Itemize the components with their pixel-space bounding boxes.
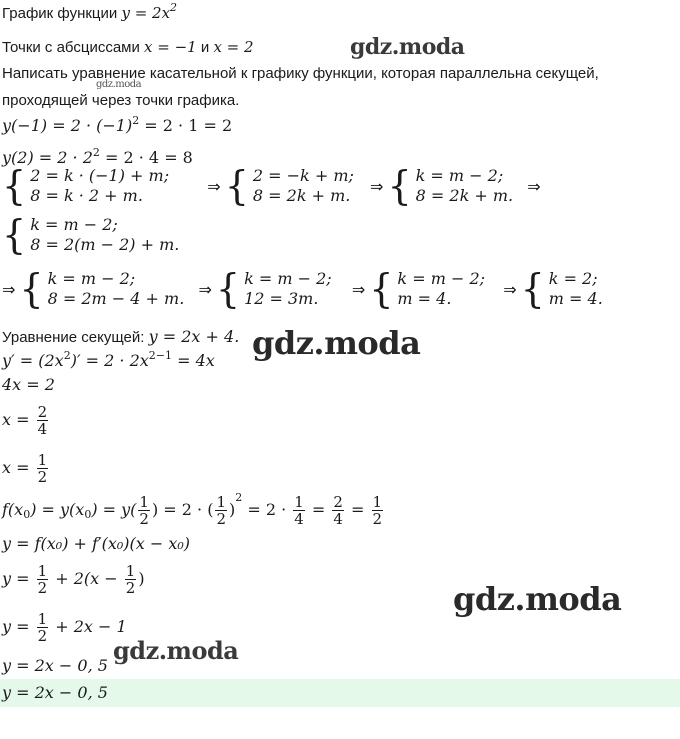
x1-value: x = −1 [144, 38, 197, 56]
denominator: 2 [37, 627, 48, 645]
step1-b: + 2(x − [50, 569, 123, 588]
watermark-logo: gdz.moda [453, 580, 622, 618]
watermark-logo: gdz.moda [113, 636, 239, 665]
y-m1-part-b: = 2 · 1 = 2 [139, 116, 233, 135]
x-equals: x = [2, 458, 35, 477]
numerator: 1 [294, 493, 304, 511]
system-6 [215, 265, 332, 313]
system-3-eq-2: 8 = 2k + m. [415, 186, 514, 205]
implies-arrow: ⇒ [207, 176, 221, 196]
y-m1-part-a: y(−1) = 2 · (−1) [2, 116, 133, 135]
fraction [138, 494, 150, 527]
system-4 [2, 211, 180, 259]
title-formula: y = 2x [121, 4, 171, 22]
system-2 [224, 162, 354, 210]
watermark-logo: gdz.moda [252, 324, 421, 362]
system-4-eq-2: 8 = 2(m − 2) + m. [30, 235, 180, 254]
fraction [215, 494, 227, 527]
fx0-b: ) = y(x [30, 500, 85, 519]
tangent-step-3: y = 2x − 0, 5 [2, 656, 108, 675]
watermark-logo-small: gdz.moda [96, 79, 142, 90]
deriv-part-a: y′ = (2x [2, 351, 64, 370]
denominator: 2 [37, 579, 48, 597]
y-m1-exp: 2 [132, 114, 140, 127]
systems-row-2 [2, 211, 180, 259]
system-1-eq-2: 8 = k · 2 + m. [30, 186, 143, 205]
fx0-c: ) = y( [91, 500, 137, 519]
system-5-eq-2: 8 = 2m − 4 + m. [47, 289, 185, 308]
y2-part-b: = 2 · 4 = 8 [99, 148, 193, 167]
system-8 [520, 265, 603, 313]
system-4-eq-1: k = m − 2; [30, 215, 118, 234]
fraction [37, 404, 49, 437]
secant-label: Уравнение секущей: [2, 329, 149, 346]
denominator: 2 [372, 510, 383, 528]
system-7 [369, 265, 486, 313]
function-title [2, 1, 178, 23]
denominator: 2 [37, 468, 48, 486]
brace: { [215, 265, 241, 313]
brace: { [2, 211, 27, 259]
implies-arrow: ⇒ [370, 176, 384, 196]
system-3-eq-1: k = m − 2; [415, 166, 504, 185]
brace: { [520, 265, 545, 313]
fraction [372, 494, 384, 527]
brace: { [19, 265, 44, 313]
brace: { [369, 265, 394, 313]
system-1-eq-1: 2 = k · (−1) + m; [30, 166, 170, 185]
implies-arrow: ⇒ [351, 279, 366, 299]
step1-a: y = [2, 569, 35, 588]
points-line [2, 38, 254, 57]
implies-arrow: ⇒ [2, 279, 16, 299]
system-6-eq-1: k = m − 2; [244, 269, 332, 288]
numerator: 2 [37, 403, 48, 421]
deriv-exp-1: 2 [63, 349, 71, 362]
deriv-part-c: = 4x [172, 351, 215, 370]
x2-value: x = 2 [213, 38, 254, 56]
fx0-d: ) = 2 · ( [151, 500, 214, 519]
tangent-step-1 [2, 563, 145, 596]
task-line-1: Написать уравнение касательной к графику функции, которая параллельна секущей, [2, 65, 599, 82]
tangent-general-formula: y = f(x₀) + f′(x₀)(x − x₀) [2, 534, 191, 553]
secant-formula: y = 2x + 4. [148, 327, 240, 346]
system-5 [19, 265, 185, 313]
x-fraction-2 [2, 452, 50, 485]
y2-exp: 2 [92, 146, 100, 159]
f-x0-line [2, 491, 385, 528]
numerator: 1 [37, 610, 48, 628]
implies-arrow: ⇒ [198, 279, 212, 299]
system-5-eq-1: k = m − 2; [47, 269, 136, 288]
fraction [37, 563, 49, 596]
system-2-eq-2: 8 = 2k + m. [252, 186, 351, 205]
fx0-e: ) [229, 500, 236, 519]
points-and: и [196, 39, 214, 56]
numerator: 1 [37, 451, 48, 469]
denominator: 2 [139, 510, 149, 528]
fx0-f: = 2 · [242, 500, 292, 519]
systems-row-3 [2, 265, 603, 313]
fx0-exp: 2 [235, 491, 243, 504]
system-7-eq-2: m = 4. [397, 289, 452, 308]
fraction [293, 494, 305, 527]
denominator: 2 [125, 579, 136, 597]
fraction [332, 494, 344, 527]
system-1 [2, 162, 170, 210]
implies-arrow: ⇒ [527, 176, 541, 196]
denominator: 2 [216, 510, 227, 528]
systems-row-1 [2, 162, 545, 210]
secant-equation [2, 327, 239, 347]
system-2-eq-1: 2 = −k + m; [252, 166, 354, 185]
deriv-part-b: )′ = 2 · 2x [70, 351, 149, 370]
derivative-line [2, 351, 215, 370]
step2-a: y = [2, 617, 35, 636]
title-exponent: 2 [170, 1, 178, 14]
denominator: 4 [294, 510, 304, 528]
equals: = [306, 500, 331, 519]
numerator: 1 [216, 493, 227, 511]
y2-part-a: y(2) = 2 · 2 [2, 148, 93, 167]
step2-b: + 2x − 1 [50, 617, 127, 636]
equation-4x: 4x = 2 [2, 375, 55, 394]
fraction [37, 452, 49, 485]
watermark-logo: gdz.moda [350, 34, 465, 60]
y-at-two [2, 148, 193, 167]
brace: { [2, 162, 27, 210]
fraction [125, 563, 137, 596]
numerator: 2 [333, 493, 343, 511]
sub-zero: 0 [23, 508, 31, 521]
implies-arrow: ⇒ [503, 279, 517, 299]
fraction [37, 611, 49, 644]
fx0-a: f(x [2, 500, 24, 519]
tangent-step-2 [2, 611, 127, 644]
system-8-eq-2: m = 4. [548, 289, 603, 308]
brace: { [387, 162, 412, 210]
step1-c: ) [138, 569, 145, 588]
y-at-minus-one [2, 116, 232, 135]
x-equals: x = [2, 410, 35, 429]
equals: = [345, 500, 370, 519]
sub-zero: 0 [84, 508, 92, 521]
numerator: 1 [139, 493, 149, 511]
points-prefix: Точки с абсциссами [2, 39, 145, 56]
system-8-eq-1: k = 2; [548, 269, 598, 288]
deriv-exp-2: 2−1 [148, 349, 173, 362]
system-3 [387, 162, 514, 210]
title-text: График функции [2, 5, 122, 22]
numerator: 1 [37, 562, 48, 580]
system-7-eq-1: k = m − 2; [397, 269, 486, 288]
numerator: 1 [372, 493, 383, 511]
brace: { [224, 162, 249, 210]
x-fraction-1 [2, 404, 50, 437]
tangent-answer: y = 2x − 0, 5 [2, 683, 108, 702]
denominator: 4 [37, 420, 48, 438]
task-line-2: проходящей через точки графика. [2, 92, 240, 109]
denominator: 4 [333, 510, 343, 528]
system-6-eq-2: 12 = 3m. [244, 289, 319, 308]
numerator: 1 [125, 562, 136, 580]
